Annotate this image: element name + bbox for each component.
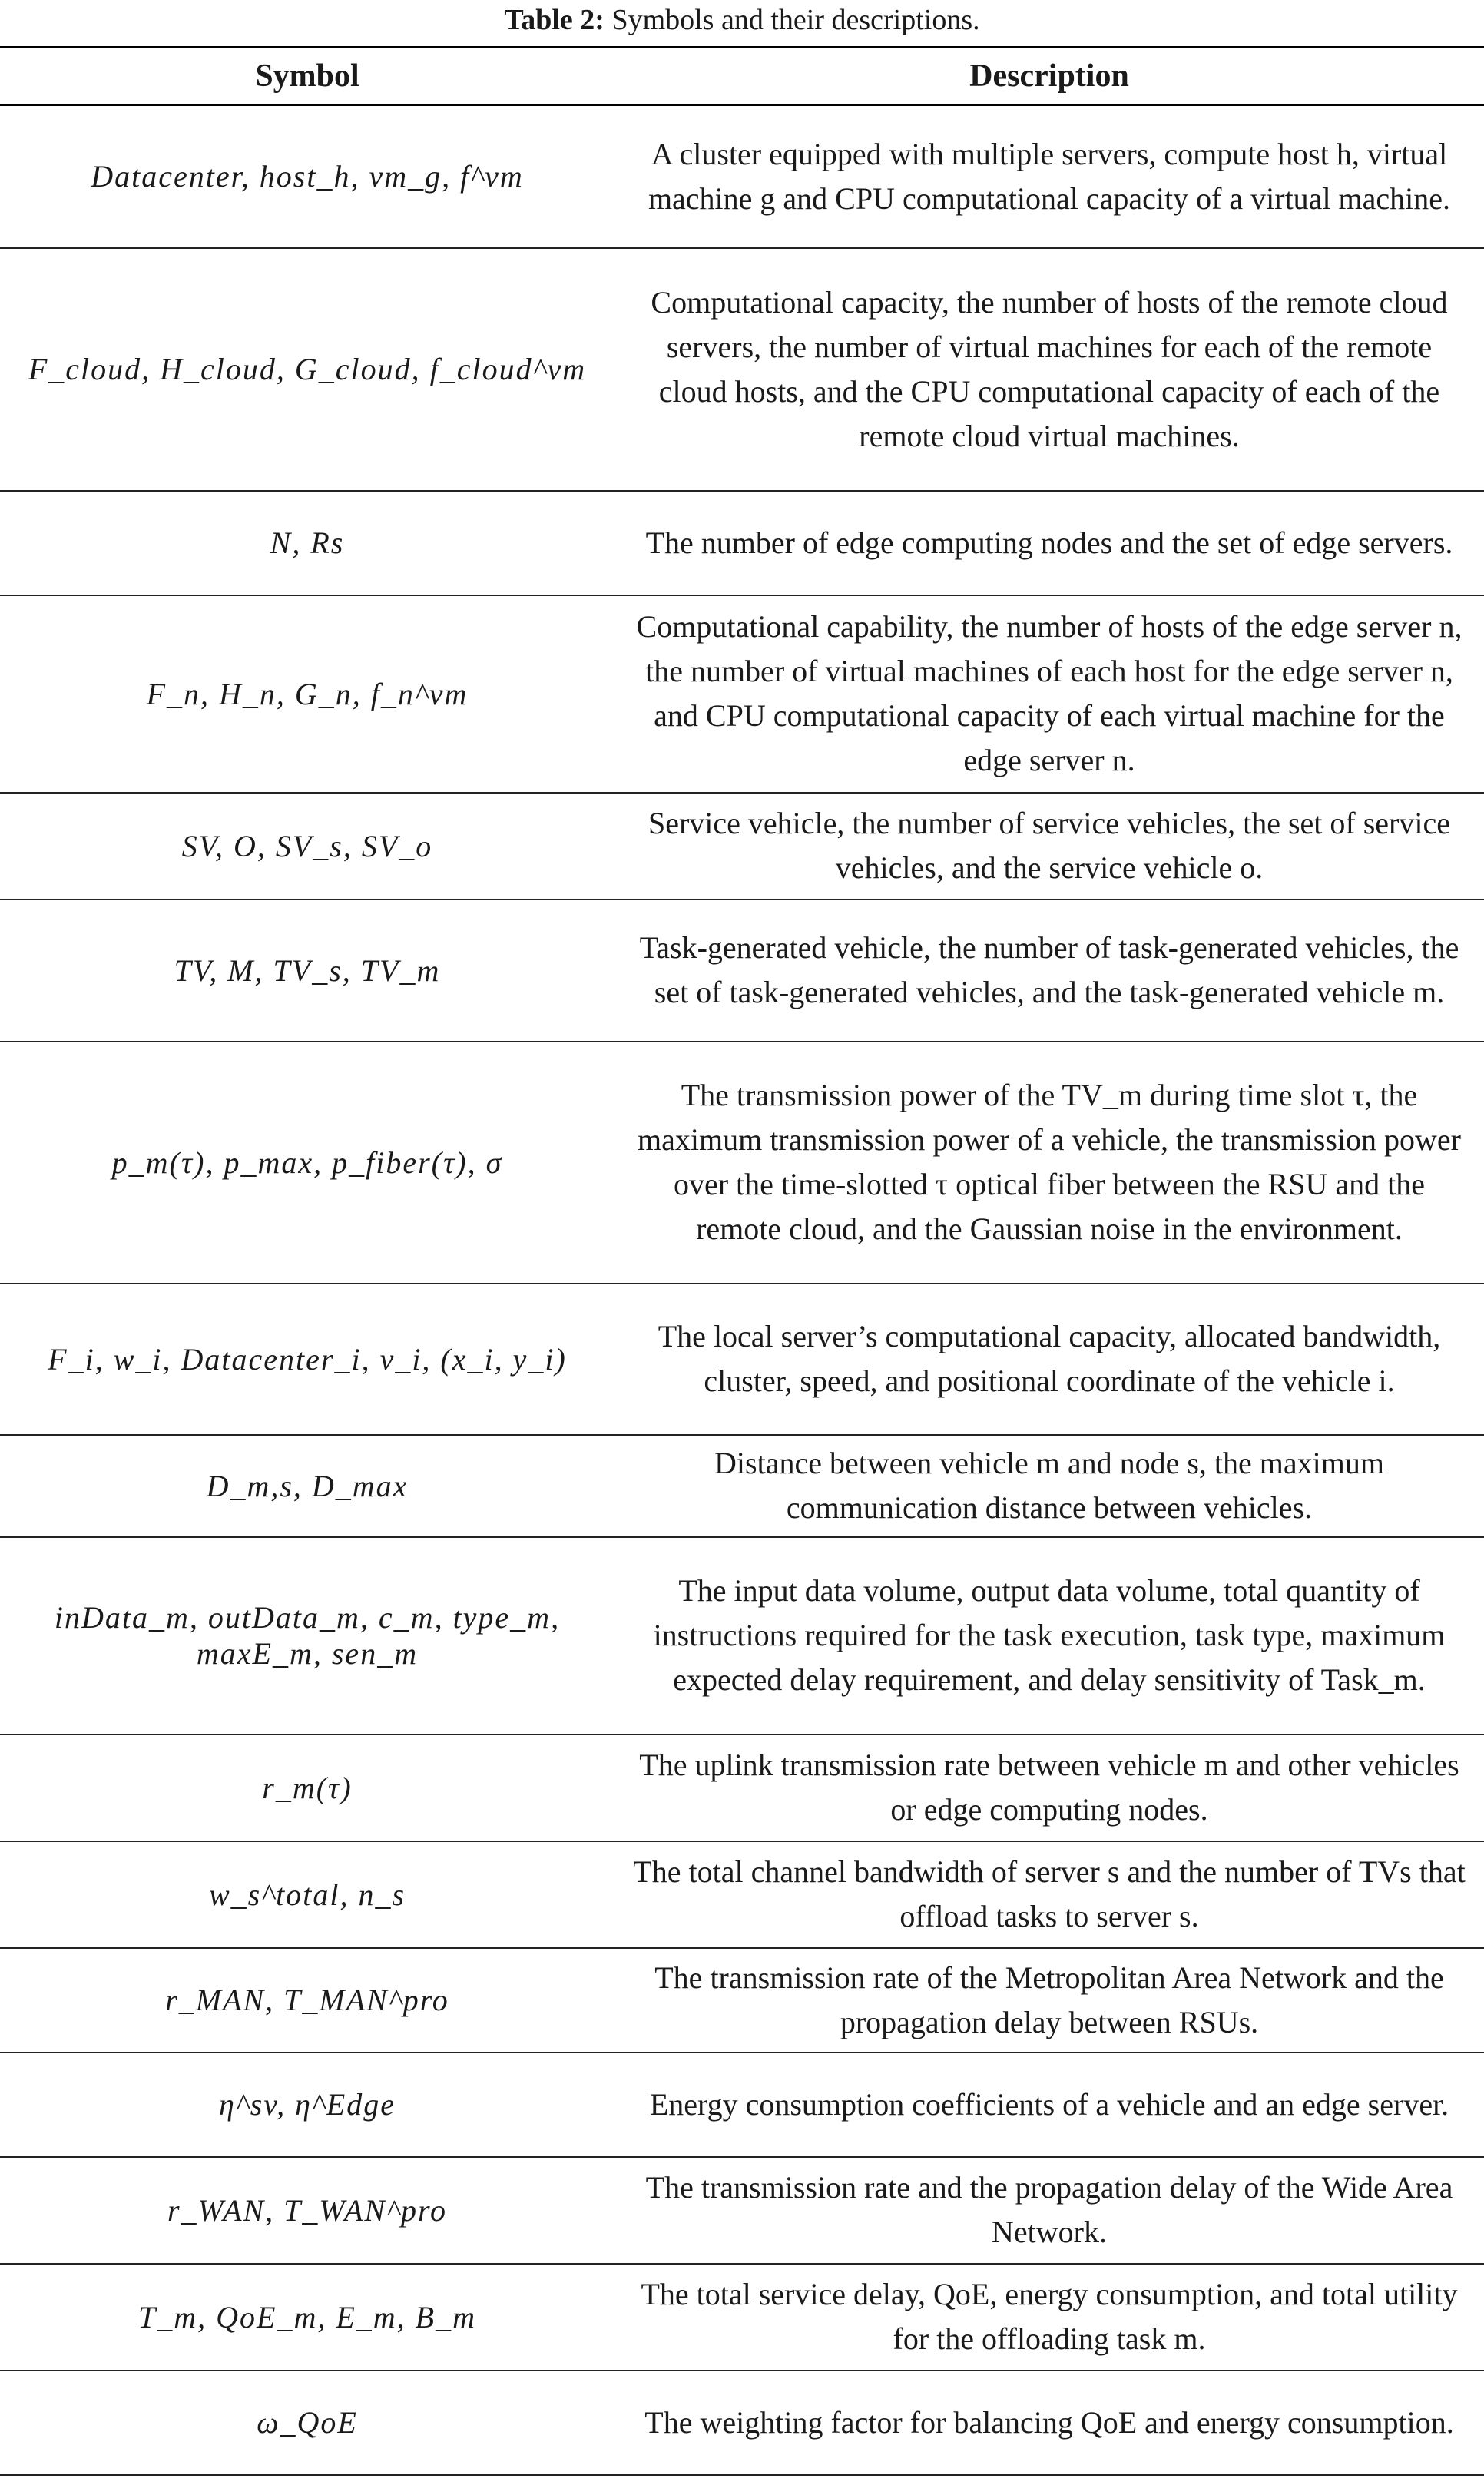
symbols-table	[0, 46, 1484, 2476]
description-cell: The transmission rate and the propagation delay of the Wide Area Network.	[614, 2157, 1484, 2264]
symbol-cell: r_MAN, T_MAN^pro	[0, 1948, 614, 2053]
symbol-cell: η^sv, η^Edge	[0, 2053, 614, 2157]
table-row	[0, 1284, 1484, 1435]
description-cell: The transmission rate of the Metropolitan Area Network and the propagation delay between RSUs.	[614, 1948, 1484, 2053]
description-cell: Distance between vehicle m and node s, the maximum communication distance between vehicles.	[614, 1435, 1484, 1537]
symbol-cell: inData_m, outData_m, c_m, type_m, maxE_m, sen_m	[0, 1537, 614, 1735]
table-row	[0, 1042, 1484, 1284]
header-symbol: Symbol	[0, 48, 614, 105]
description-cell: The uplink transmission rate between vehicle m and other vehicles or edge computing nodes.	[614, 1735, 1484, 1841]
description-cell: Service vehicle, the number of service vehicles, the set of service vehicles, and the service vehicle o.	[614, 793, 1484, 900]
table-row	[0, 595, 1484, 793]
table-row	[0, 2053, 1484, 2157]
symbol-cell: T_m, QoE_m, E_m, B_m	[0, 2264, 614, 2371]
description-cell: The number of edge computing nodes and the set of edge servers.	[614, 491, 1484, 595]
description-cell: The input data volume, output data volume, total quantity of instructions required for the task execution, task type, maximum expected delay requirement, and delay sensitivity of Task_m.	[614, 1537, 1484, 1735]
table-row	[0, 793, 1484, 900]
symbol-cell: r_WAN, T_WAN^pro	[0, 2157, 614, 2264]
symbol-cell: Datacenter, host_h, vm_g, f^vm	[0, 105, 614, 248]
description-cell: Computational capacity, the number of hosts of the remote cloud servers, the number of virtual machines for each of the remote cloud hosts, and the CPU computational capacity of each of the remote cloud virtual machines.	[614, 248, 1484, 491]
table-row	[0, 1948, 1484, 2053]
table-row	[0, 105, 1484, 248]
description-cell: The total service delay, QoE, energy consumption, and total utility for the offloading task m.	[614, 2264, 1484, 2371]
description-cell: The local server’s computational capacity, allocated bandwidth, cluster, speed, and positional coordinate of the vehicle i.	[614, 1284, 1484, 1435]
description-cell: A cluster equipped with multiple servers, compute host h, virtual machine g and CPU computational capacity of a virtual machine.	[614, 105, 1484, 248]
symbol-cell: F_cloud, H_cloud, G_cloud, f_cloud^vm	[0, 248, 614, 491]
description-cell: The total channel bandwidth of server s and the number of TVs that offload tasks to server s.	[614, 1841, 1484, 1948]
table-row	[0, 1841, 1484, 1948]
table-row	[0, 491, 1484, 595]
symbol-cell: ω_QoE	[0, 2371, 614, 2475]
header-description: Description	[614, 48, 1484, 105]
table-row	[0, 2371, 1484, 2475]
description-cell: Energy consumption coefficients of a vehicle and an edge server.	[614, 2053, 1484, 2157]
table-row	[0, 248, 1484, 491]
description-cell: Task-generated vehicle, the number of task-generated vehicles, the set of task-generated vehicles, and the task-generated vehicle m.	[614, 900, 1484, 1042]
table-caption	[0, 0, 1484, 46]
table-row	[0, 1735, 1484, 1841]
symbol-cell: F_n, H_n, G_n, f_n^vm	[0, 595, 614, 793]
symbol-cell: w_s^total, n_s	[0, 1841, 614, 1948]
symbol-cell: SV, O, SV_s, SV_o	[0, 793, 614, 900]
table-header-row	[0, 48, 1484, 105]
caption-label: Table 2:	[504, 4, 605, 36]
symbol-cell: p_m(τ), p_max, p_fiber(τ), σ	[0, 1042, 614, 1284]
symbol-cell: TV, M, TV_s, TV_m	[0, 900, 614, 1042]
symbol-cell: D_m,s, D_max	[0, 1435, 614, 1537]
caption-text: Symbols and their descriptions.	[611, 4, 980, 36]
table-row	[0, 1435, 1484, 1537]
description-cell: The transmission power of the TV_m during time slot τ, the maximum transmission power of a vehicle, the transmission power over the time-slotted τ optical fiber between the RSU and the remote cloud, and the Gaussian noise in the environment.	[614, 1042, 1484, 1284]
table-row	[0, 2157, 1484, 2264]
symbol-cell: r_m(τ)	[0, 1735, 614, 1841]
description-cell: Computational capability, the number of hosts of the edge server n, the number of virtual machines of each host for the edge server n, and CPU computational capacity of each virtual machine for the edge server n.	[614, 595, 1484, 793]
table-row	[0, 900, 1484, 1042]
symbol-cell: N, Rs	[0, 491, 614, 595]
description-cell: The weighting factor for balancing QoE and energy consumption.	[614, 2371, 1484, 2475]
symbol-cell: F_i, w_i, Datacenter_i, v_i, (x_i, y_i)	[0, 1284, 614, 1435]
table-row	[0, 1537, 1484, 1735]
table-row	[0, 2264, 1484, 2371]
